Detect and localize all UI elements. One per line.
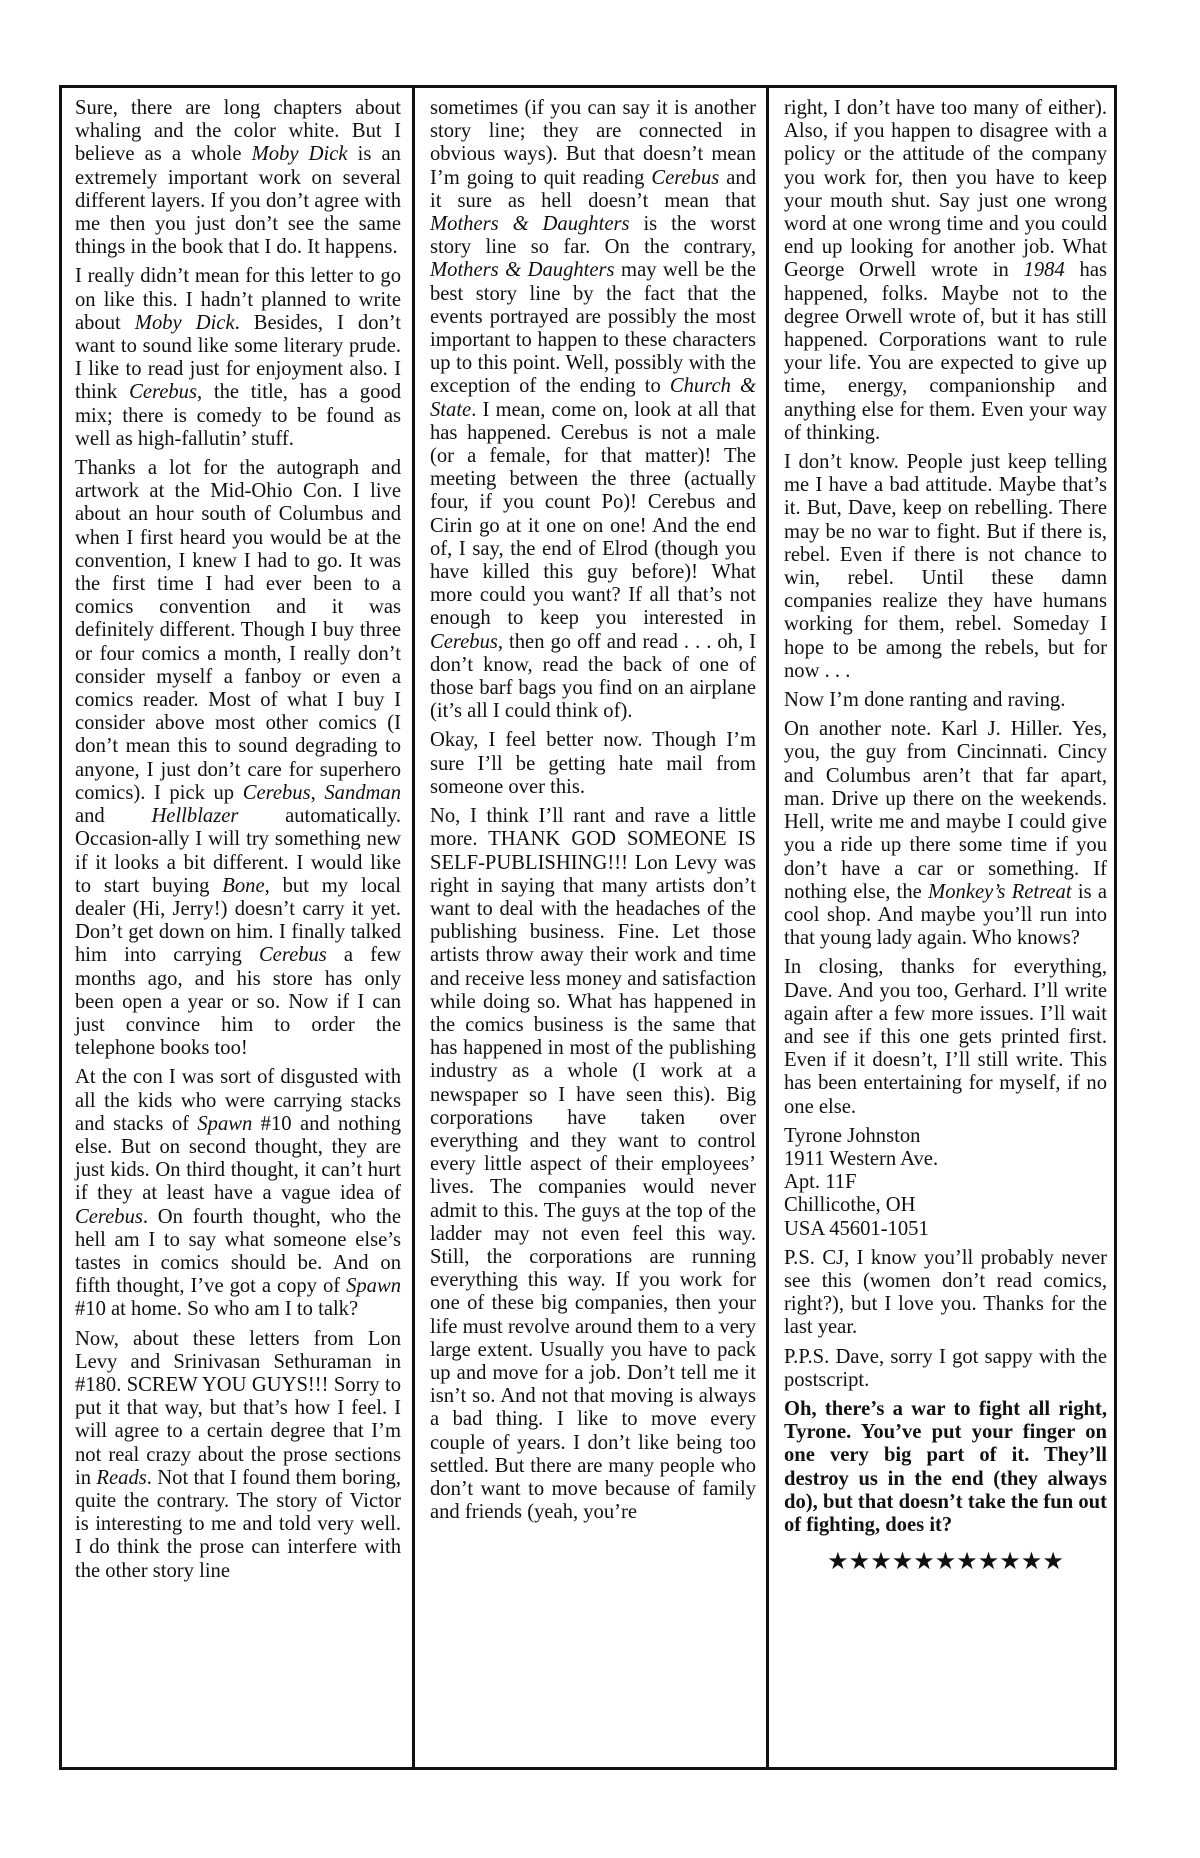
italic-title: Moby Dick [134,311,235,334]
letter-paragraph [784,689,1107,712]
text-run: Thanks a lot for the autograph and artwork at the Mid-Ohio Con. I live about an hour south of Columbus and when I first heard you would be at the convention, I knew I had to go. It was the first time I had ever been to a comics convention and it was definitely different. Though I buy three or four comics a month, I really don’t consider myself a fanboy or even a comics reader. Most of what I buy I consider above most other comics (I don’t mean this to sound degrading to anyone, I just don’t care for superhero comics). I pick up [75,457,401,804]
text-run: is an extremely important work on several different layers. If you don’t agree with me then you just don’t see the same things in the book that I do. It happens. [75,143,401,259]
italic-title: Spawn [197,1112,253,1135]
italic-title: Cerebus [75,1205,143,1228]
italic-title: Reads [96,1466,147,1489]
letter-paragraph [75,265,401,451]
text-run: I don’t know. People just keep telling me I have a bad attitude. Maybe that’s it. But, Dave, keep on rebelling. There may be no war to fight. But if there is, rebel. Even if there is not chance to win, rebel. Until these damn companies realize they have humans working for them, rebel. Someday I hope to be among the rebels, but for now . . . [784,451,1107,682]
text-run: automatically. Occasion-ally I will try something new if it looks a bit different. I would like to start buying [75,805,401,897]
address-line: USA 45601-1051 [784,1217,929,1240]
italic-title: Mothers & Daughters [430,213,630,236]
italic-title: Cerebus [242,781,311,804]
italic-title: Cerebus [129,381,197,404]
editor-reply [784,1398,1107,1537]
signature-address [784,1125,1107,1241]
address-line: Chillicothe, OH [784,1194,916,1217]
letter-column-3 [784,97,1107,1574]
letter-paragraph [75,1066,401,1321]
address-line: Tyrone Johnston [784,1124,921,1147]
text-run: may well be the best story line by the fact that the events portrayed are possibly the most important to happen to these characters up to this point. Well, possibly with the exception of the ending to [430,259,757,398]
italic-title: Sandman [324,781,401,804]
text-run: right, I don’t have too many of either). Also, if you happen to disagree with a policy or the attitude of the company you work for, then you have to keep your mouth shut. Say just one wrong word at one wrong time and you could end up looking for another job. What George Orwell wrote in [784,97,1107,282]
text-run: Okay, I feel better now. Though I’m sure I’ll be getting hate mail from someone over this. [430,729,756,798]
text-run: In closing, thanks for everything, Dave. And you too, Gerhard. I’ll write again after a few more issues. I’ll wait and see if this one gets printed first. Even if it doesn’t, I’ll still write. This has been entertaining for myself, if no one else. [784,956,1107,1118]
text-run: , then go off and read . . . oh, I don’t know, read the back of one of those barf bags you find on an airplane (it’s all I could think of). [430,630,756,723]
text-run: Oh, there’s a war to fight all right, Tyrone. You’ve put your finger on one very big part of it. They’ll destroy us in the end (they always do), but that doesn’t take the fun out of fighting, does it? [784,1397,1107,1536]
text-run: but my local dealer (Hi, Jerry!) doesn’t carry it yet. Don’t get down on him. I finally talked him into carrying [75,874,401,967]
letter-paragraph [75,97,401,259]
text-run: #10 and nothing else. But on second thought, they are just kids. On third thought, it can’t hurt if they at least have a vague idea of [75,1112,401,1205]
letter-paragraph [784,956,1107,1118]
italic-title: 1984 [1023,259,1065,282]
letter-paragraph [784,1346,1107,1392]
star-separator: ★★★★★★★★★★★ [827,1549,1064,1576]
italic-title: Mothers & Daughters [430,259,615,282]
letter-paragraph [430,805,756,1524]
italic-title: Cerebus [258,944,327,967]
letter-paragraph [430,97,756,723]
letter-paragraph [75,457,401,1060]
text-run: P.S. CJ, I know you’ll probably never see this (women don’t read comics, right?), but I love you. Thanks for the last year. [784,1246,1107,1339]
letter-column-1 [75,97,401,1589]
text-run: . Not that I found them boring, quite the contrary. The story of Victor is interesting to me and told very well. I do think the prose can interfere with the other story line [75,1466,402,1582]
letter-column-2 [430,97,756,1530]
text-run: #10 at home. So who am I to talk? [75,1298,359,1321]
text-run: has happened, folks. Maybe not to the degree Orwell wrote of, but it has still happened. Corporations want to rule your life. You are expected to give up time, energy, companionship and anything else for them. Even your way of thinking. [784,259,1107,444]
address-line: 1911 Western Ave. [784,1147,939,1170]
text-run: On another note. Karl J. Hiller. Yes, you, the guy from Cincinnati. Cincy and Columbus aren’t that far apart, man. Drive up there on the weekends. Hell, write me and maybe I could give you a ride up there some time if you don’t have a car or something. If nothing else, the [784,718,1107,903]
address-line: Apt. 11F [784,1171,857,1194]
text-run: Now, about these letters from Lon Levy and Srinivasan Sethuraman in #180. SCREW YOU GUYS!!! Sorry to put it that way, but that’s how I feel. I will agree to a certain degree that I’m not real crazy about the prose sections in [75,1327,401,1489]
letter-paragraph [784,1247,1107,1340]
letter-paragraph [784,451,1107,683]
italic-title: Monkey’s Retreat [928,880,1072,903]
text-run: sometimes (if you can say it is another story line; they are connected in obvious ways). But that doesn’t mean I’m going to quit reading [430,97,756,189]
letter-paragraph [784,97,1107,445]
italic-title: Cerebus [430,630,498,653]
text-run: . On fourth thought, who the hell am I to say what someone else’s tastes in comics should be. And on fifth thought, I’ve got a copy of [75,1205,401,1298]
text-run: P.P.S. Dave, sorry I got sappy with the postscript. [784,1345,1107,1391]
text-run: and it sure as hell doesn’t mean that [430,166,756,212]
text-run: , the title, has a good mix; there is comedy to be found as well as high-fallutin’ stuff. [75,381,401,450]
italic-title: Bone, [222,874,270,897]
letter-paragraph [784,718,1107,950]
text-run: , [310,781,325,804]
text-run: and [75,805,152,828]
text-run: I really didn’t mean for this letter to go on like this. I hadn’t planned to write about [75,265,401,334]
text-run: . I mean, come on, look at all that has happened. Cerebus is not a male (or a female, for that matter)! The meeting between the three (actually four, if you count Po)! Cerebus and Cirin go at it one on one! And the end of, I say, the end of Elrod (though you have killed this guy before)! What more could you want? If all that’s not enough to keep you interested in [430,398,756,630]
text-run: Now I’m done ranting and raving. [784,689,1066,712]
text-run: a few months ago, and his store has only been open a year or so. Now if I can just convince him to order the telephone books too! [75,944,401,1060]
text-run: is the worst story line so far. On the contrary, [430,213,756,259]
text-run: Sure, there are long chapters about whaling and the color white. But I believe as a whole [75,97,401,166]
italic-title: Spawn [346,1275,401,1298]
text-run: No, I think I’ll rant and rave a little more. THANK GOD SOMEONE IS SELF-PUBLISHING!!! Lon Levy was right in saying that many artists don’t want to deal with the headaches of the publishing business. Fine. Let those artists throw away their work and time and receive less money and satisfaction while doing so. What has happened in the comics business is the same that has happened in most of the publishing industry as a whole (I work at a newspaper so I have seen this). Big corporations have taken over everything and they want to control every little aspect of their employees’ lives. The companies would never admit to this. The guys at the top of the ladder may not even feel this way. Still, the corporations are running everything this way. If you work for one of these big companies, then your life must revolve around them to a very large extent. Usually you have to pack up and move for a job. Don’t tell me it isn’t so. And not that moving is always a bad thing. I like to move every couple of years. I don’t like being too settled. But there are many people who don’t want to move because of family and friends (yeah, you’re [430,805,756,1524]
letter-paragraph [75,1328,401,1583]
italic-title: Hellblazer [151,805,239,828]
italic-title: Moby Dick [251,143,348,166]
text-run: . Besides, I don’t want to sound like some literary prude. I like to read just for enjoyment also. I think [75,311,401,404]
text-run: is a cool shop. And maybe you’ll run into that young lady again. Who knows? [784,880,1107,950]
text-run: At the con I was sort of disgusted with all the kids who were carrying stacks and stacks of [75,1066,401,1135]
italic-title: Church & State [430,375,756,421]
letter-paragraph [430,729,756,799]
italic-title: Cerebus [651,166,720,189]
column-divider [766,85,769,1770]
column-divider [412,85,415,1770]
